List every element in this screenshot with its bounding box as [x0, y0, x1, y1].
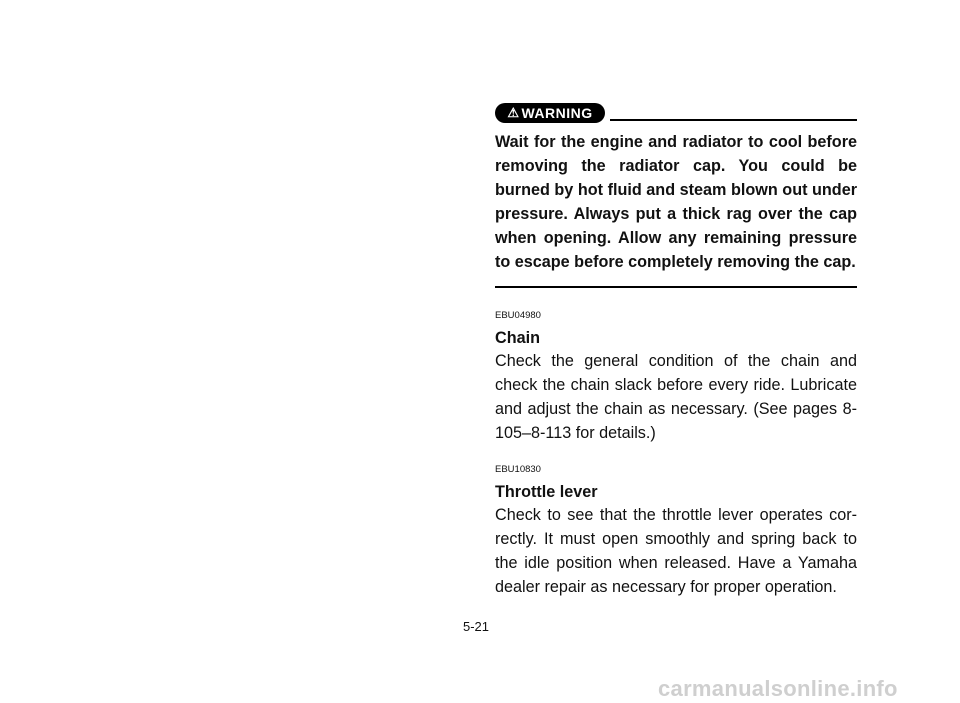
section-code: EBU04980	[495, 310, 541, 321]
chain-section	[495, 310, 857, 445]
warning-label: WARNING	[521, 105, 593, 121]
warning-bottom-rule	[495, 286, 857, 288]
warning-triangle-icon: ⚠	[507, 105, 520, 120]
section-title: Throttle lever	[495, 483, 598, 501]
warning-badge	[495, 103, 605, 123]
throttle-lever-section	[495, 464, 857, 599]
section-title: Chain	[495, 329, 540, 347]
warning-header-rule	[610, 119, 857, 121]
section-code: EBU10830	[495, 464, 541, 475]
section-body: Check the general condition of the chain and check the chain slack before every ride. Lubricate and adjust the chain as necessary. (See pages 8-105–8-113 for details.)	[495, 352, 857, 442]
warning-text: Wait for the engine and radiator to cool before removing the radiator cap. You could be burned by hot fluid and steam blown out under pressure. Always put a thick rag over the cap when opening. Allow any remaining pressure to escape before completely removing the cap.	[495, 133, 857, 271]
warning-header	[495, 103, 857, 125]
section-body: Check to see that the throttle lever operates cor-rectly. It must open smoothly and spring back to the idle position when released. Have a Yamaha dealer repair as necessary for proper operation.	[495, 506, 857, 596]
watermark: carmanualsonline.info	[658, 676, 898, 701]
page-number: 5-21	[463, 619, 490, 634]
